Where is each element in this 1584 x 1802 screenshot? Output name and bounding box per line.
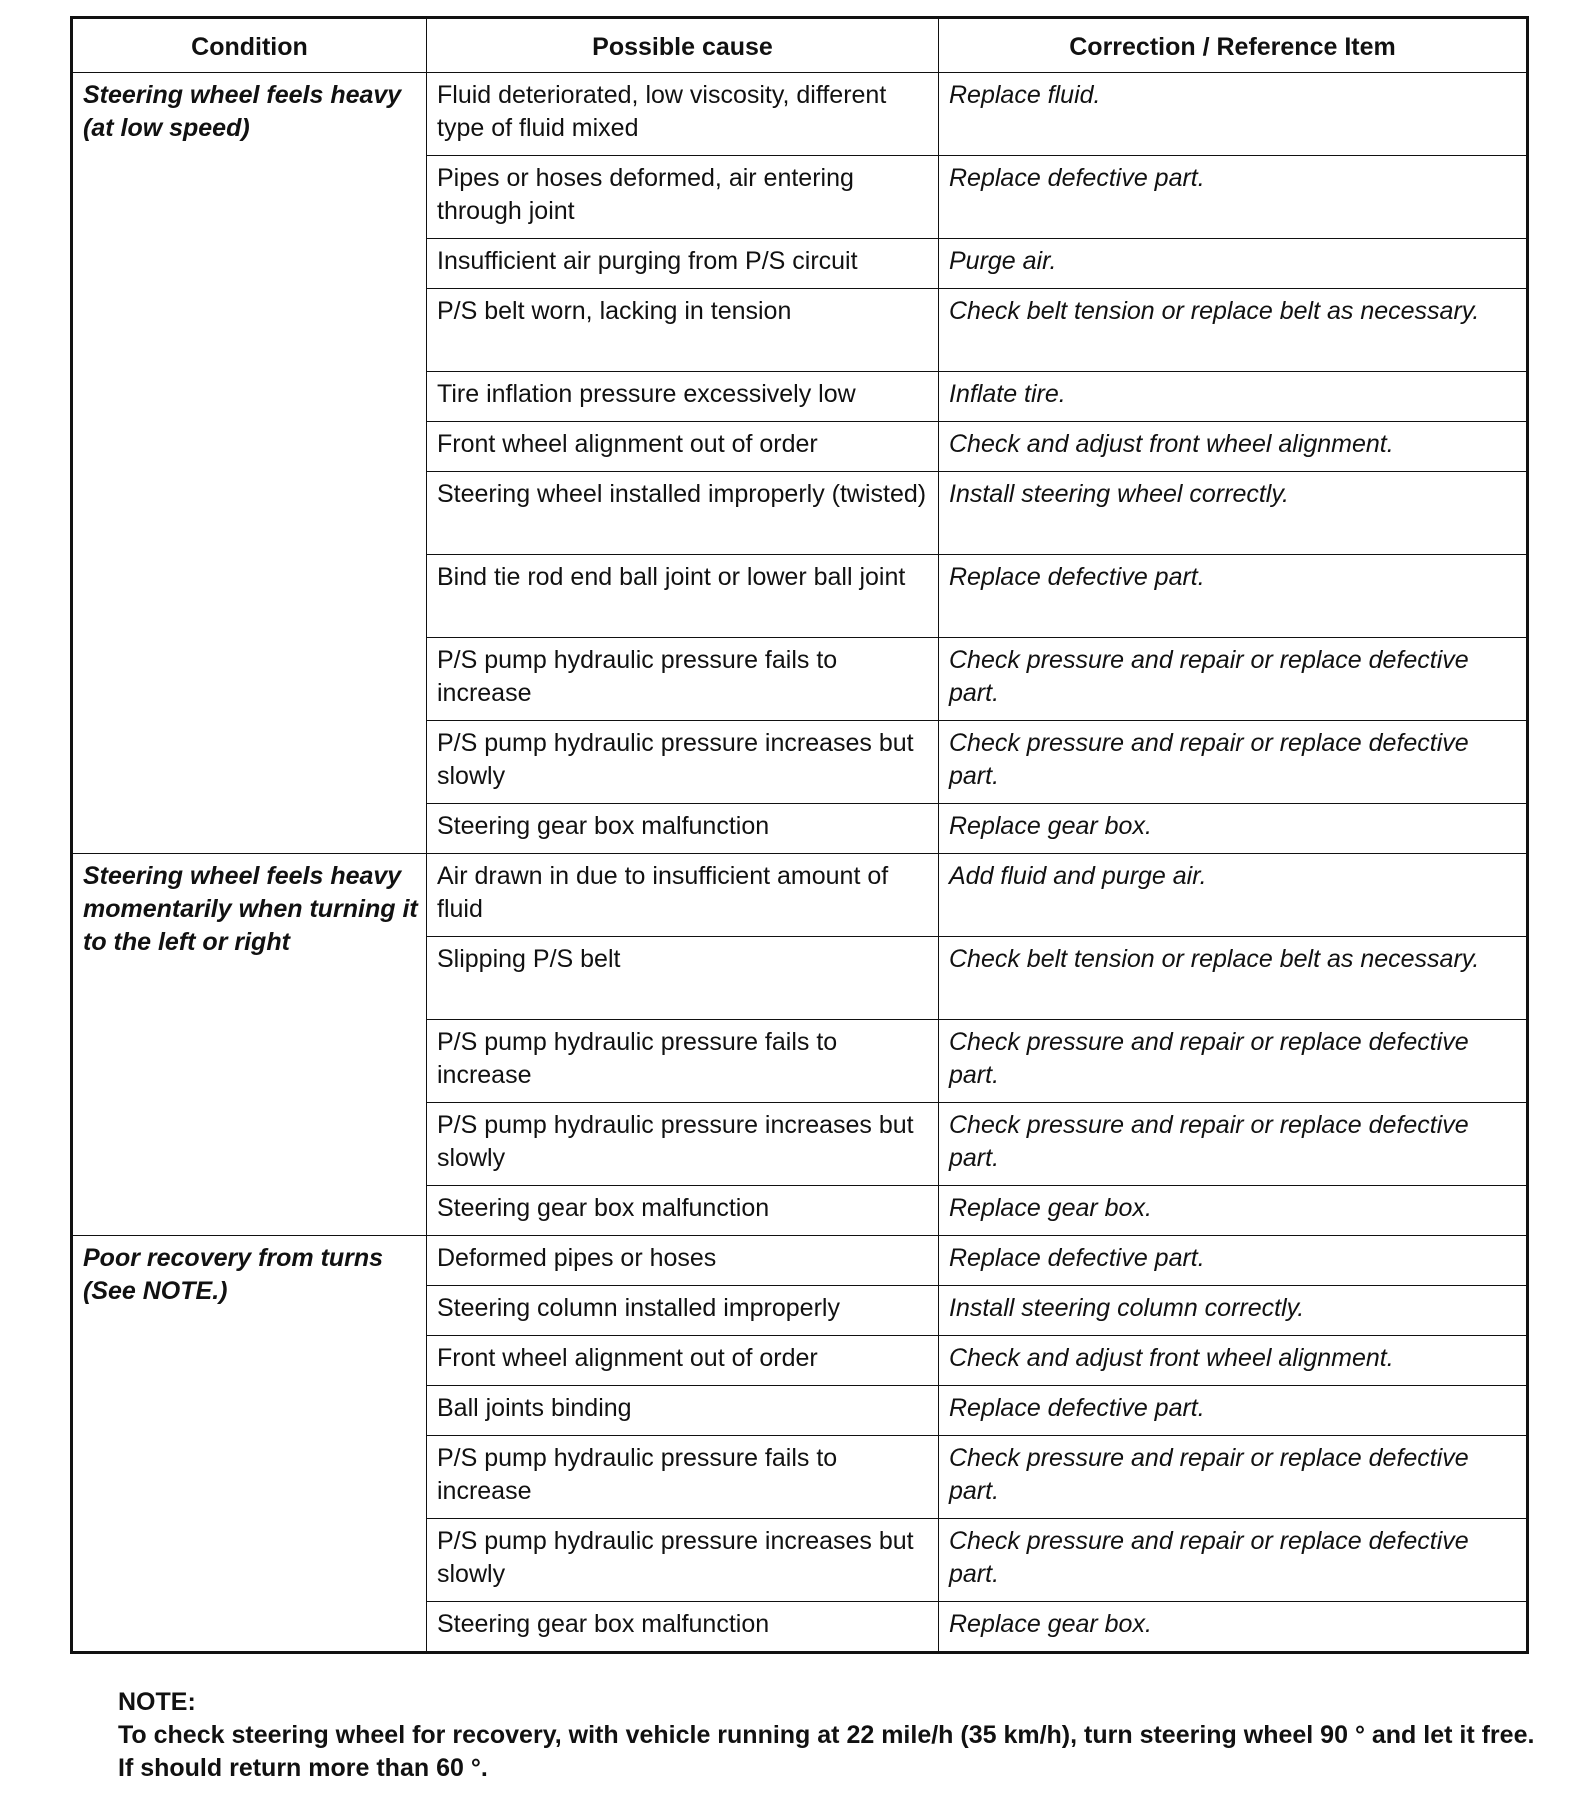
table-row: [72, 854, 1528, 937]
cause-cell: P/S pump hydraulic pressure fails to increase: [427, 1020, 939, 1103]
cause-cell: P/S pump hydraulic pressure fails to increase: [427, 1436, 939, 1519]
troubleshooting-table: [70, 16, 1529, 1654]
cause-cell: P/S pump hydraulic pressure fails to increase: [427, 638, 939, 721]
cause-cell: Air drawn in due to insufficient amount of fluid: [427, 854, 939, 937]
cause-cell: Slipping P/S belt: [427, 937, 939, 1020]
note-block: [118, 1686, 1538, 1785]
cause-cell: P/S belt worn, lacking in tension: [427, 289, 939, 372]
cause-cell: Bind tie rod end ball joint or lower ball joint: [427, 555, 939, 638]
cause-cell: Ball joints binding: [427, 1386, 939, 1436]
condition-cell: Steering wheel feels heavy (at low speed): [72, 73, 427, 854]
table-row: [72, 1236, 1528, 1286]
cause-cell: P/S pump hydraulic pressure increases but slowly: [427, 1103, 939, 1186]
table-row: [72, 73, 1528, 156]
correction-cell: Replace gear box.: [939, 804, 1528, 854]
note-text: To check steering wheel for recovery, with vehicle running at 22 mile/h (35 km/h), turn steering wheel 90 ° and let it free. If should return more than 60 °.: [118, 1721, 1535, 1782]
correction-cell: Check belt tension or replace belt as necessary.: [939, 289, 1528, 372]
correction-cell: Replace defective part.: [939, 1236, 1528, 1286]
correction-cell: Replace gear box.: [939, 1186, 1528, 1236]
correction-cell: Purge air.: [939, 239, 1528, 289]
cause-cell: Steering column installed improperly: [427, 1286, 939, 1336]
condition-cell: Steering wheel feels heavy momentarily when turning it to the left or right: [72, 854, 427, 1236]
correction-cell: Check and adjust front wheel alignment.: [939, 1336, 1528, 1386]
correction-cell: Install steering column correctly.: [939, 1286, 1528, 1336]
correction-cell: Install steering wheel correctly.: [939, 472, 1528, 555]
correction-cell: Check pressure and repair or replace defective part.: [939, 1436, 1528, 1519]
cause-cell: Pipes or hoses deformed, air entering through joint: [427, 156, 939, 239]
troubleshooting-sheet: [70, 16, 1535, 1785]
correction-cell: Check pressure and repair or replace defective part.: [939, 721, 1528, 804]
correction-cell: Replace defective part.: [939, 555, 1528, 638]
correction-cell: Replace defective part.: [939, 1386, 1528, 1436]
correction-cell: Replace defective part.: [939, 156, 1528, 239]
correction-cell: Add fluid and purge air.: [939, 854, 1528, 937]
correction-cell: Replace fluid.: [939, 73, 1528, 156]
cause-cell: Steering wheel installed improperly (twisted): [427, 472, 939, 555]
cause-cell: Deformed pipes or hoses: [427, 1236, 939, 1286]
correction-cell: Check pressure and repair or replace defective part.: [939, 1519, 1528, 1602]
correction-cell: Check pressure and repair or replace defective part.: [939, 1020, 1528, 1103]
correction-cell: Check pressure and repair or replace defective part.: [939, 1103, 1528, 1186]
header-possible-cause: Possible cause: [427, 18, 939, 73]
correction-cell: Check pressure and repair or replace defective part.: [939, 638, 1528, 721]
header-condition: Condition: [72, 18, 427, 73]
cause-cell: Fluid deteriorated, low viscosity, different type of fluid mixed: [427, 73, 939, 156]
cause-cell: P/S pump hydraulic pressure increases but slowly: [427, 721, 939, 804]
cause-cell: Steering gear box malfunction: [427, 804, 939, 854]
cause-cell: Steering gear box malfunction: [427, 1186, 939, 1236]
condition-cell: Poor recovery from turns (See NOTE.): [72, 1236, 427, 1653]
cause-cell: Steering gear box malfunction: [427, 1602, 939, 1653]
correction-cell: Replace gear box.: [939, 1602, 1528, 1653]
correction-cell: Check and adjust front wheel alignment.: [939, 422, 1528, 472]
cause-cell: P/S pump hydraulic pressure increases but slowly: [427, 1519, 939, 1602]
cause-cell: Insufficient air purging from P/S circuit: [427, 239, 939, 289]
header-row: [72, 18, 1528, 73]
note-title: NOTE:: [118, 1688, 196, 1716]
cause-cell: Tire inflation pressure excessively low: [427, 372, 939, 422]
correction-cell: Inflate tire.: [939, 372, 1528, 422]
correction-cell: Check belt tension or replace belt as necessary.: [939, 937, 1528, 1020]
cause-cell: Front wheel alignment out of order: [427, 1336, 939, 1386]
header-correction: Correction / Reference Item: [939, 18, 1528, 73]
cause-cell: Front wheel alignment out of order: [427, 422, 939, 472]
